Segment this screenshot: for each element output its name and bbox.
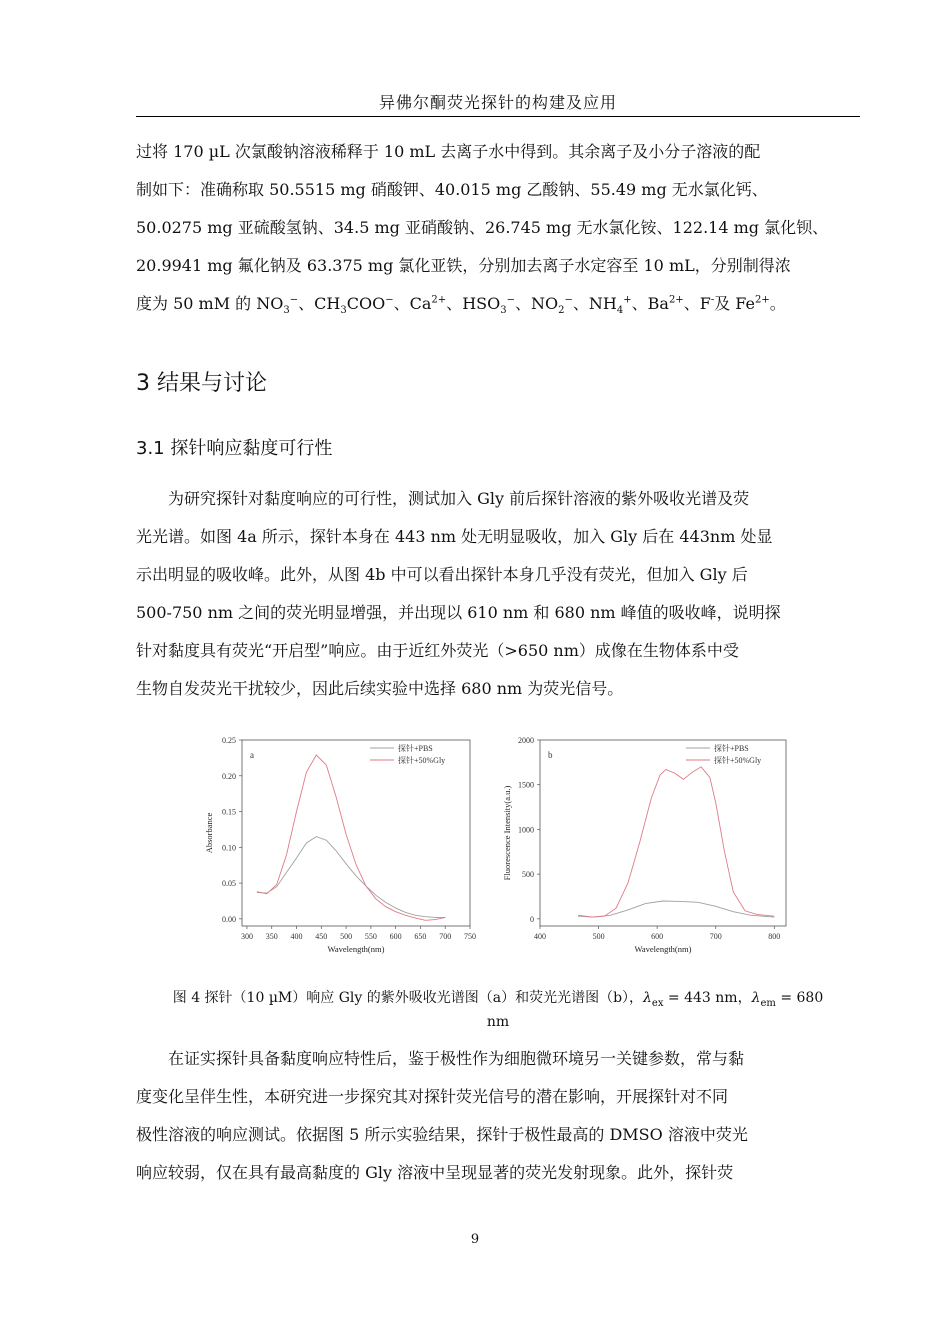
x-tick-label: 650 xyxy=(414,932,427,941)
ion-ca: $Ca^{2+}$ xyxy=(409,294,447,313)
ion-no2: $NO_2^-$ xyxy=(531,294,573,317)
ion-nh4: $NH_4^+$ xyxy=(588,294,632,317)
paragraph-line: 500-750 nm 之间的荧光明显增强，并出现以 610 nm 和 680 nm 峰值的吸收峰，说明探 xyxy=(136,603,781,622)
paragraph-line: 响应较弱，仅在具有最高黏度的 Gly 溶液中呈现显著的荧光发射现象。此外，探针荧 xyxy=(136,1163,734,1182)
y-tick-label: 0.25 xyxy=(222,736,236,745)
page-number: 9 xyxy=(470,1232,480,1247)
ion-hso3: $HSO_3^-$ xyxy=(462,294,515,317)
paragraph-viscosity xyxy=(136,480,860,708)
x-tick-label: 500 xyxy=(340,932,353,941)
x-tick-label: 350 xyxy=(265,932,278,941)
figure-4 xyxy=(195,730,795,965)
subsection-heading: 3.1 探针响应黏度可行性 xyxy=(136,438,333,459)
legend-label: 探针+50%Gly xyxy=(398,756,446,765)
fluorescence-chart xyxy=(495,730,795,965)
y-tick-label: 1500 xyxy=(518,780,534,790)
ion-no3: $NO_3^-$ xyxy=(256,294,299,317)
x-tick-label: 600 xyxy=(651,932,664,941)
paragraph-line: 度变化呈伴生性，本研究进一步探究其对探针荧光信号的潜在影响，开展探针对不同 xyxy=(136,1087,729,1106)
paragraph-line: 50.0275 mg 亚硫酸氢钠、34.5 mg 亚硝酸钠、26.745 mg 无水氯化铵、122.14 mg 氯化钡、 xyxy=(136,218,829,237)
ion-ba: $Ba^{2+}$ xyxy=(647,294,684,313)
y-tick-label: 0.15 xyxy=(222,807,236,817)
series-line xyxy=(578,767,774,917)
ion-f: F- xyxy=(699,294,715,313)
x-axis-label: Wavelength(nm) xyxy=(327,944,385,954)
y-tick-label: 2000 xyxy=(518,736,534,745)
y-tick-label: 0.05 xyxy=(222,879,236,889)
x-tick-label: 700 xyxy=(709,932,722,941)
y-tick-label: 0 xyxy=(530,914,534,924)
x-tick-label: 600 xyxy=(389,932,402,941)
series-line xyxy=(578,901,774,917)
x-tick-label: 300 xyxy=(240,932,253,941)
x-tick-label: 700 xyxy=(439,932,452,941)
series-line xyxy=(257,755,445,920)
legend-label: 探针+50%Gly xyxy=(714,756,762,765)
caption-line: 图 4 探针（10 µM）响应 Gly 的紫外吸收光谱图（a）和荧光光谱图（b），$\lambda_{ex} = 443$ nm，$\lambda_{em} = 680$ xyxy=(172,990,824,1009)
x-axis-label: Wavelength(nm) xyxy=(634,944,692,954)
paragraph-reagents xyxy=(136,133,860,323)
section-heading: 3 结果与讨论 xyxy=(136,371,267,396)
paragraph-polarity xyxy=(136,1040,860,1192)
x-tick-label: 750 xyxy=(464,932,476,941)
y-tick-label: 1000 xyxy=(518,825,534,835)
paragraph-line: 制如下：准确称取 50.5515 mg 硝酸钾、40.015 mg 乙酸钠、55.49 mg 无水氯化钙、 xyxy=(136,180,768,199)
plot-frame xyxy=(242,740,470,926)
paragraph-line: 20.9941 mg 氟化钠及 63.375 mg 氯化亚铁，分别加去离子水定容至 10 mL，分别制得浓 xyxy=(136,256,791,275)
ion-fe: $Fe^{2+}$ xyxy=(735,294,770,313)
paragraph-line: 针对黏度具有荧光“开启型”响应。由于近红外荧光（>650 nm）成像在生物体系中受 xyxy=(136,641,739,660)
x-tick-label: 800 xyxy=(768,932,781,941)
x-tick-label: 450 xyxy=(315,932,328,941)
paragraph-line: 光光谱。如图 4a 所示，探针本身在 443 nm 处无明显吸收，加入 Gly 后在 443nm 处显 xyxy=(136,527,773,546)
paragraph-line-ions: 度为 50 mM 的 $NO_3^-$、$CH_3COO^-$、$Ca^{2+}$、$HSO_3^-$、$NO_2^-$、$NH_4^+$、$Ba^{2+}$、F-及 $Fe^{2+}$。 xyxy=(136,294,786,317)
y-tick-label: 0.00 xyxy=(222,914,236,924)
y-axis-label: Fluorescence Intensity(a.u.) xyxy=(502,785,512,881)
absorption-chart xyxy=(195,730,485,965)
panel-label: a xyxy=(250,750,254,760)
legend-label: 探针+PBS xyxy=(714,744,749,753)
y-tick-label: 0.20 xyxy=(222,771,236,781)
figure-caption xyxy=(136,986,860,1034)
paragraph-line: 过将 170 µL 次氯酸钠溶液稀释于 10 mL 去离子水中得到。其余离子及小分子溶液的配 xyxy=(136,142,761,161)
legend-label: 探针+PBS xyxy=(398,744,433,753)
paragraph-line: 生物自发荧光干扰较少，因此后续实验中选择 680 nm 为荧光信号。 xyxy=(136,679,624,698)
running-header: 异佛尔酮荧光探针的构建及应用 xyxy=(136,90,860,117)
x-tick-label: 400 xyxy=(290,932,303,941)
paragraph-line: 极性溶液的响应测试。依据图 5 所示实验结果，探针于极性最高的 DMSO 溶液中荧光 xyxy=(136,1125,748,1144)
x-tick-label: 500 xyxy=(592,932,605,941)
panel-label: b xyxy=(548,750,553,760)
paragraph-line: 在证实探针具备黏度响应特性后，鉴于极性作为细胞微环境另一关键参数，常与黏 xyxy=(168,1049,745,1068)
plot-frame xyxy=(540,740,786,926)
y-axis-label: Absorbance xyxy=(204,812,214,854)
paragraph-line: 示出明显的吸收峰。此外，从图 4b 中可以看出探针本身几乎没有荧光，但加入 Gly 后 xyxy=(136,565,748,584)
caption-line: nm xyxy=(486,1014,510,1030)
x-tick-label: 550 xyxy=(364,932,377,941)
y-tick-label: 500 xyxy=(522,870,534,880)
y-tick-label: 0.10 xyxy=(222,843,236,853)
x-tick-label: 400 xyxy=(534,932,546,941)
ion-acetate: $CH_3COO^-$ xyxy=(314,294,394,317)
paragraph-line: 为研究探针对黏度响应的可行性，测试加入 Gly 前后探针溶液的紫外吸收光谱及荧 xyxy=(168,489,750,508)
